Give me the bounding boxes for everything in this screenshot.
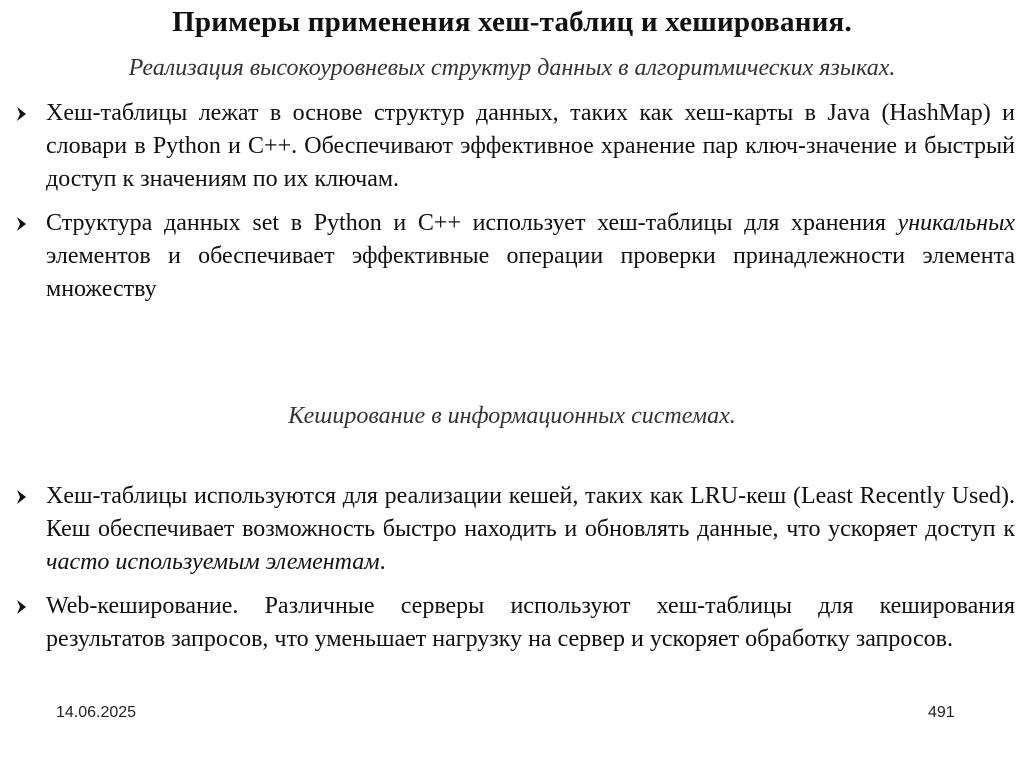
page-number: 491 (928, 704, 955, 721)
bullet-text: Структура данных set в Python и C++ использует хеш-таблицы для хранения (46, 210, 898, 236)
arrow-bullet-icon (14, 207, 32, 240)
section-heading-data-structures: Реализация высокоуровневых структур данных в алгоритмических языках. (128, 55, 896, 81)
bullet-list-caching (10, 480, 1015, 656)
bullet-text: Хеш-таблицы используются для реализации кешей, таких как LRU-кеш (Least Recently Used). Кеш обеспечивает возможность быстро находить и обновлять данные, что ускоряет доступ к (46, 483, 1015, 542)
bullet-item-hashmap (10, 97, 1015, 196)
bullet-item-lru-cache (10, 480, 1015, 579)
bullet-text-emphasis: часто используемым элементам (46, 549, 380, 575)
bullet-item-web-caching (10, 590, 1015, 656)
arrow-bullet-icon (14, 480, 32, 513)
arrow-bullet-icon (14, 590, 32, 623)
section-heading-caching: Кеширование в информационных системах. (288, 403, 736, 429)
bullet-list-data-structures (10, 97, 1015, 306)
bullet-text: Web-кеширование. Различные серверы используют хеш-таблицы для кеширования результатов запросов, что уменьшает нагрузку на сервер и ускоряет обработку запросов. (46, 593, 1015, 652)
arrow-bullet-icon (14, 97, 32, 130)
bullet-text-emphasis: уникальных (897, 210, 1015, 236)
slide-title: Примеры применения хеш-таблиц и хеширования. (172, 6, 852, 38)
footer-date: 14.06.2025 (56, 704, 137, 721)
bullet-text: . (379, 549, 386, 575)
bullet-text: Хеш-таблицы лежат в основе структур данных, таких как хеш-карты в Java (HashMap) и словари в Python и C++. Обеспечивают эффективное хранение пар ключ-значение и быстрый доступ к значениям по их ключам. (46, 100, 1015, 192)
bullet-text: элементов и обеспечивает эффективные операции проверки принадлежности элемента множеству (46, 243, 1015, 302)
bullet-item-set (10, 207, 1015, 306)
